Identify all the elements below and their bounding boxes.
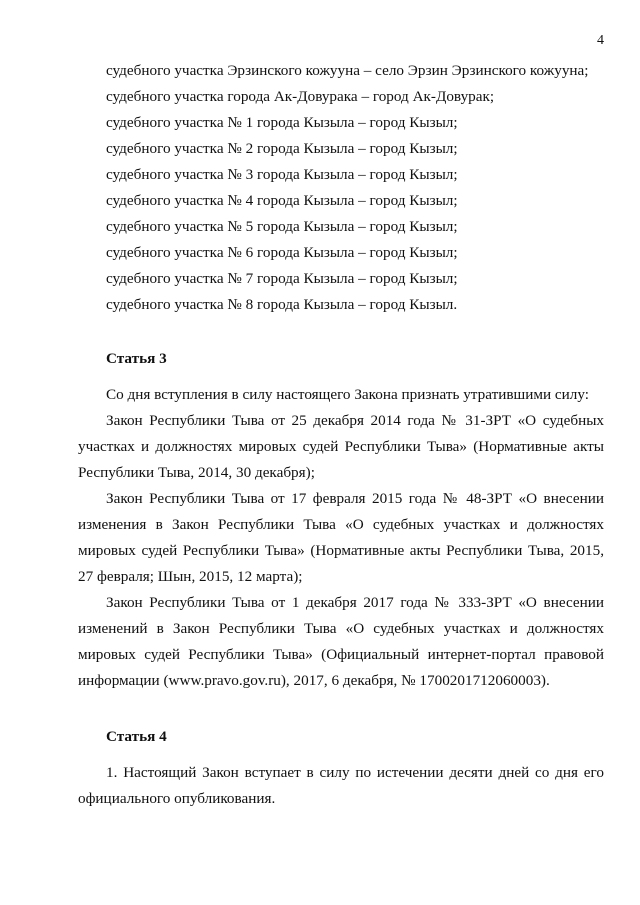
repealed-law-item: Закон Республики Тыва от 17 февраля 2015 года № 48-ЗРТ «О внесении изменения в Закон Республики Тыва «О судебных участках и должностях мировых судей Республики Тыва» (Нормативные акты Республики Тыва, 2015, 27 февраля; Шын, 2015, 12 марта); (78, 490, 604, 585)
list-item: судебного участка Эрзинского кожууна – село Эрзин Эрзинского кожууна; (106, 62, 589, 79)
list-item: судебного участка № 6 города Кызыла – город Кызыл; (106, 244, 458, 261)
list-item: судебного участка № 7 города Кызыла – город Кызыл; (106, 270, 458, 287)
repealed-law-item: Закон Республики Тыва от 25 декабря 2014 года № 31-ЗРТ «О судебных участках и должностях мировых судей Республики Тыва» (Нормативные акты Республики Тыва, 2014, 30 декабря); (78, 412, 604, 481)
article-4-heading: Статья 4 (106, 728, 167, 745)
article-3-intro: Со дня вступления в силу настоящего Закона признать утратившими силу: (106, 386, 589, 403)
court-district-list (78, 58, 604, 318)
list-item: судебного участка № 4 города Кызыла – город Кызыл; (106, 192, 458, 209)
repealed-law-item: Закон Республики Тыва от 1 декабря 2017 года № 333-ЗРТ «О внесении изменений в Закон Республики Тыва «О судебных участках и должностях мировых судей Республики Тыва» (Официальный интернет-портал правовой информации (www.pravo.gov.ru), 2017, 6 декабря, № 1700201712060003). (78, 594, 604, 689)
article-3 (78, 346, 604, 694)
list-item: судебного участка № 1 города Кызыла – город Кызыл; (106, 114, 458, 131)
article-4 (78, 724, 604, 812)
list-item: судебного участка № 2 города Кызыла – город Кызыл; (106, 140, 458, 157)
article-3-heading: Статья 3 (106, 350, 167, 367)
list-item: судебного участка № 8 города Кызыла – город Кызыл. (106, 296, 458, 313)
list-item: судебного участка № 5 города Кызыла – город Кызыл; (106, 218, 458, 235)
list-item: судебного участка города Ак-Довурака – город Ак-Довурак; (106, 88, 495, 105)
document-body (78, 58, 604, 812)
list-item: судебного участка № 3 города Кызыла – город Кызыл; (106, 166, 458, 183)
page-number: 4 (597, 33, 604, 48)
article-4-text: 1. Настоящий Закон вступает в силу по истечении десяти дней со дня его официального опубликования. (78, 764, 604, 807)
